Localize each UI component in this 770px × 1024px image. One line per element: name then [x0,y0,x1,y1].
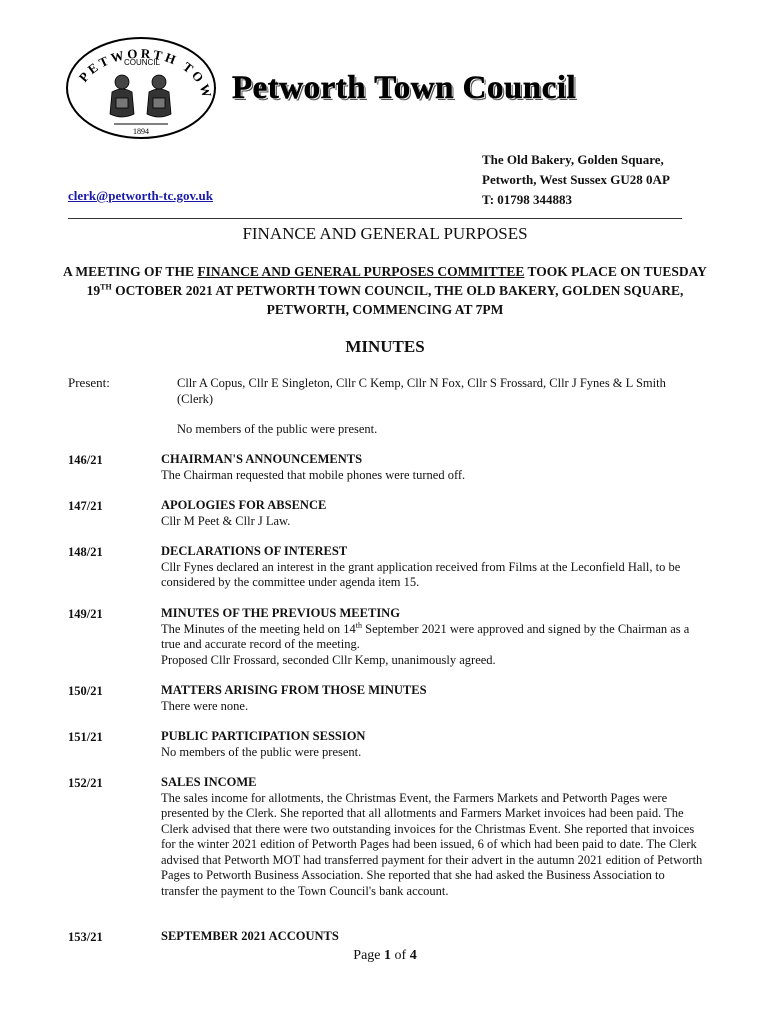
item-body: The sales income for allotments, the Christmas Event, the Farmers Markets and Petworth Pages were presented by the Clerk. She reported that all allotments and Farmers Market invoices had been paid. The Clerk advised that there were two outstanding invoices for the Christmas Event. She reported that invoices for the winter 2021 edition of Petworth Pages had been issued, 6 of which had been paid to date. The Clerk advised that Petworth MOT had transferred payment for their advert in the autumn 2021 edition of Petworth Pages to Petworth Business Association. She reported that she had asked the Business Association to transfer the payment to the Town Council's bank account. [161,790,703,898]
item-title: PUBLIC PARTICIPATION SESSION [161,729,366,743]
minute-item [161,452,706,483]
minute-item [161,729,706,760]
item-title: MINUTES OF THE PREVIOUS MEETING [161,606,400,620]
minute-item [161,775,706,899]
address-line: The Old Bakery, Golden Square, [482,152,664,167]
present-attendees: Cllr A Copus, Cllr E Singleton, Cllr C Kemp, Cllr N Fox, Cllr S Frossard, Cllr J Fynes & L Smith (Clerk) [177,376,666,406]
council-seal-logo [62,36,220,146]
item-title: APOLOGIES FOR ABSENCE [161,498,327,512]
item-body: Cllr M Peet & Cllr J Law. [161,513,291,528]
item-number: 150/21 [68,684,103,698]
public-note: No members of the public were present. [177,422,378,436]
intro-text: OCTOBER 2021 AT PETWORTH TOWN COUNCIL, THE OLD BAKERY, GOLDEN SQUARE, PETWORTH, COMMENCING AT 7PM [111,283,684,317]
item-title: SALES INCOME [161,775,257,789]
item-number: 146/21 [68,453,103,467]
minute-item [161,929,706,945]
item-number: 153/21 [68,930,103,944]
item-body-superscript: th [355,620,362,630]
svg-text:COUNCIL: COUNCIL [123,58,161,67]
footer-page-word: Page [353,948,381,963]
item-body: No members of the public were present. [161,744,362,759]
svg-text:PETWORTH TOWN: PETWORTH TOW [75,45,216,102]
intro-text: TOOK PLACE ON TUESDAY 19 [86,264,707,298]
item-number: 151/21 [68,730,103,744]
council-address [482,150,670,210]
minutes-heading: MINUTES [345,337,425,356]
committee-heading: FINANCE AND GENERAL PURPOSES [242,224,528,243]
total-pages: 4 [409,948,417,963]
item-title: SEPTEMBER 2021 ACCOUNTS [161,929,339,943]
item-title: DECLARATIONS OF INTEREST [161,544,348,558]
minute-item [161,544,706,591]
header-divider [68,218,682,219]
item-body: The Chairman requested that mobile phones were turned off. [161,467,466,482]
minute-item [161,606,706,668]
item-number: 149/21 [68,607,103,621]
item-number: 148/21 [68,545,103,559]
item-body-text: September 2021 were approved and signed by the Chairman as a true and accurate record of the meeting. [161,621,690,651]
phone-line: T: 01798 344883 [482,192,573,207]
item-body: Cllr Fynes declared an interest in the grant application received from Films at the Leconfield Hall, to be considered by the committee under agenda item 15. [161,559,681,589]
item-number: 152/21 [68,776,103,790]
clerk-email-link[interactable]: clerk@petworth-tc.gov.uk [68,188,213,203]
intro-committee-name: FINANCE AND GENERAL PURPOSES COMMITTEE [197,264,525,279]
footer-of-word: of [394,948,407,963]
present-label: Present: [68,375,110,390]
address-line: Petworth, West Sussex GU28 0AP [482,172,670,187]
item-title: MATTERS ARISING FROM THOSE MINUTES [161,683,427,697]
page-footer [0,948,770,964]
item-title: CHAIRMAN'S ANNOUNCEMENTS [161,452,363,466]
current-page-number: 1 [384,948,392,963]
item-body: There were none. [161,698,249,713]
intro-text: A MEETING OF THE [63,264,198,279]
minute-item [161,498,706,529]
svg-text:1894: 1894 [133,127,149,136]
item-resolution: Proposed Cllr Frossard, seconded Cllr Kemp, unanimously agreed. [161,652,496,667]
minute-item [161,683,706,714]
meeting-intro [60,262,710,319]
item-body [161,622,706,653]
item-body-text: The Minutes of the meeting held on 14 [161,621,356,636]
item-number: 147/21 [68,499,103,513]
intro-superscript: TH [100,282,112,292]
council-title: Petworth Town Council [232,70,577,106]
